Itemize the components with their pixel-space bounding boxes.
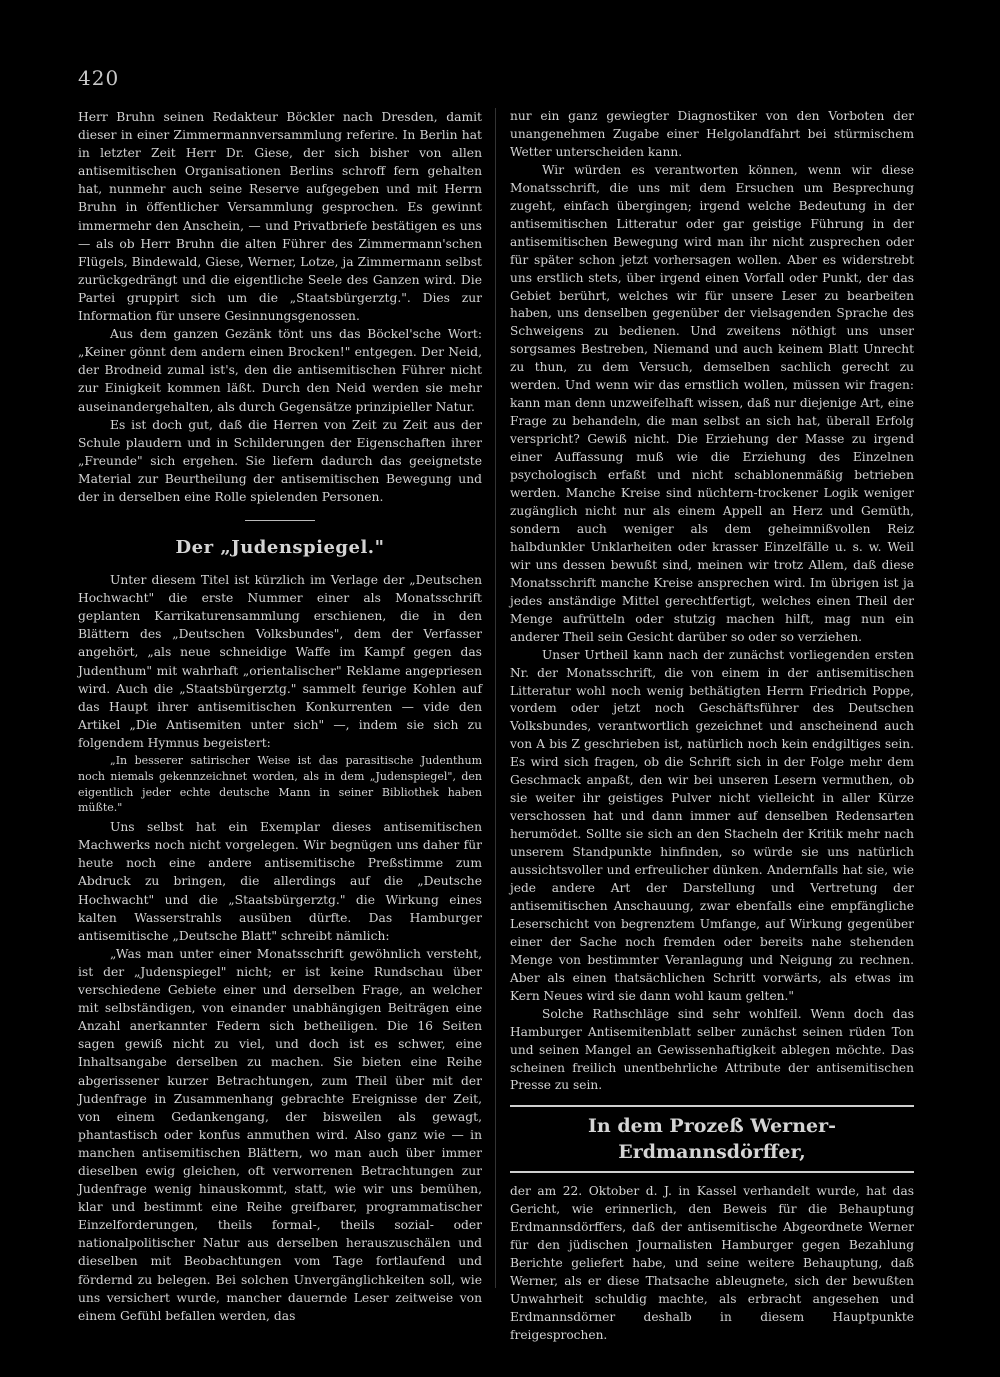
- paragraph: Aus dem ganzen Gezänk tönt uns das Böckel'sche Wort: „Keiner gönnt dem andern einen Brocken!" entgegen. Der Neid, der Brodneid zumal ist's, den die antisemitischen Führer nicht zur Einigkeit kommen läßt. Durch den Neid werden sie mehr auseinandergehalten, als durch Gegensätze prinzipieller Natur.: [78, 327, 482, 414]
- paragraph: Solche Rathschläge sind sehr wohlfeil. Wenn doch das Hamburger Antisemitenblatt selber zunächst seinen rüden Ton und seinen Mangel an Gewissenhaftigkeit ablegen möchte. Das scheinen freilich unentbehrliche Attribute der antisemitischen Presse zu sein.: [510, 1006, 914, 1093]
- right-column: [510, 108, 914, 1345]
- column-divider: [495, 108, 496, 1288]
- paragraph: Herr Bruhn seinen Redakteur Böckler nach Dresden, damit dieser in einer Zimmermannversammlung referire. In Berlin hat in letzter Zeit Herr Dr. Giese, der sich bisher von allen antisemitischen Organisationen Berlins schroff fern gehalten hat, nunmehr auch seine Reserve aufgegeben und mit Herrn Bruhn in öffentlicher Versammlung gesprochen. Es gewinnt immermehr den Anschein, — und Privatbriefe bestätigen es uns — als ob Herr Bruhn die alten Führer des Zimmermann'schen Flügels, Bindewald, Giese, Werner, Lotze, ja Zimmermann selbst zurückgedrängt und die eigentliche Seele des Ganzen wird. Die Partei gruppirt sich um die „Staatsbürgerztg.". Dies zur Information für unsere Gesinnungsgenossen.: [78, 110, 482, 324]
- paragraph: Unser Urtheil kann nach der zunächst vorliegenden ersten Nr. der Monatsschrift, die von einem in der antisemitischen Litteratur wohl noch wenig bethätigten Herrn Friedrich Poppe, vordem oder jetzt noch Geschäftsführer des Deutschen Volksbundes, verantwortlich gezeichnet und anscheinend auch von A bis Z geschrieben ist, natürlich noch kein endgiltiges sein. Es wird sich fragen, ob die Schrift sich in der Folge mehr dem Geschmack anpaßt, den wir bei unseren Lesern vermuthen, ob sie weiter ihr geistiges Pulver nicht vielleicht in aller Kürze verschossen hat und dann immer auf denselben Redensarten herumödet. Sollte sie sich an den Stacheln der Kritik mehr nach unserem Standpunkte hinfinden, so würde sie uns natürlich aussichtsvoller und erfreulicher dünken. Andernfalls hat sie, wie jede andere Art der Darstellung und Vertretung der antisemitischen Anschauung, zwar ebenfalls eine empfängliche Leserschicht von begrenztem Umfange, auf Wirkung gegenüber einer der Sache noch fremden oder bereits nahe stehenden Menge von bestimmter Veranlagung und Neigung zu rechnen. Aber als einen thatsächlichen Schritt vorwärts, als etwas im Kern Neues wird sie dann wohl kaum gelten.": [510, 647, 914, 1003]
- block-quote: „In besserer satirischer Weise ist das parasitische Judenthum noch niemals gekennzeichnet worden, als in dem „Judenspiegel", den eigentlich jeder echte deutsche Mann in seiner Bibliothek haben müßte.": [78, 754, 482, 815]
- article-heading: Der „Judenspiegel.": [175, 537, 385, 559]
- paragraph: der am 22. Oktober d. J. in Kassel verhandelt wurde, hat das Gericht, wie erinnerlich, den Beweis für die Behauptung Erdmannsdörffers, daß der antisemitische Abgeordnete Werner für den jüdischen Journalisten Hamburger gegen Bezahlung Berichte geliefert habe, und seine weitere Behauptung, daß Werner, als er diese Thatsache ableugnete, sich der bewußten Unwahrheit schuldig machte, als erbracht angesehen und Erdmannsdörner deshalb in diesem Hauptpunkte freigesprochen.: [510, 1184, 914, 1343]
- paragraph: Unter diesem Titel ist kürzlich im Verlage der „Deutschen Hochwacht" die erste Nummer einer als Monatsschrift geplanten Karrikaturensammlung erschienen, die in den Blättern des „Deutschen Volksbundes", dem der Verfasser angehört, „als neue schneidige Waffe im Kampf gegen das Judenthum" mit wahrhaft „orientalischer" Reklame angepriesen wird. Auch die „Staatsbürgerztg." sammelt feurige Kohlen auf das Haupt ihrer antisemitischen Konkurrenten — vide den Artikel „Die Antisemiten unter sich" —, indem sie sich zu folgendem Hymnus begeistert:: [78, 573, 482, 750]
- paragraph: Es ist doch gut, daß die Herren von Zeit zu Zeit aus der Schule plaudern und in Schilderungen der Eigenschaften ihrer „Freunde" sich ergehen. Sie liefern dadurch das geeignetste Material zur Beurtheilung der antisemitischen Bewegung und der in derselben eine Rolle spielenden Personen.: [78, 417, 482, 504]
- paragraph: Wir würden es verantworten können, wenn wir diese Monatsschrift, die uns mit dem Ersuchen um Besprechung zugeht, einfach übergingen; irgend welche Bedeutung in der antisemitischen Litteratur oder gar geistige Führung in der antisemitischen Bewegung wird man ihr nicht zusprechen oder für später schon jetzt vorhersagen wollen. Aber es widerstrebt uns erstlich stets, über irgend einen Vorfall oder Punkt, der das Gebiet berührt, welches wir für unsere Leser zu bearbeiten haben, uns denselben gegenüber der vielsagenden Sprache des Schweigens zu bedienen. Und zweitens nöthigt uns unser sorgsames Bestreben, Niemand und auch keinem Blatt Unrecht zu thun, zu dem Versuch, demselben sachlich gerecht zu werden. Und wenn wir das ernstlich wollen, müssen wir fragen: kann man denn unzweifelhaft wissen, daß nur diejenige Art, eine Frage zu behandeln, die man selbst an sich hat, überall Erfolg verspricht? Gewiß nicht. Die Erziehung der Masse zu irgend einer Auffassung muß wie die Erziehung des Einzelnen psychologisch erfaßt und nicht schablonenmäßig betrieben werden. Manche Kreise sind nüchtern-trockener Logik weniger zugänglich nicht nur als einem Appell an Herz und Gemüth, sondern auch weniger als dem geheimnißvollen Reiz halbdunkler Unklarheiten oder krasser Einzelfälle u. s. w. Weil wir uns dessen bewußt sind, meinen wir trotz Allem, daß diese Monatsschrift manche Kreise ansprechen wird. Im übrigen ist ja jedes anständige Mittel gerechtfertigt, welches einen Theil der Menge aufrütteln oder stutzig machen hilft, mag nun ein anderer Theil sein Gesicht darüber so oder so verziehen.: [510, 162, 914, 644]
- heading-box: [510, 1105, 914, 1173]
- article-heading: In dem Prozeß Werner-Erdmannsdörffer,: [588, 1115, 836, 1164]
- section-divider: [245, 520, 315, 521]
- left-column: [78, 108, 482, 1325]
- paragraph: „Was man unter einer Monatsschrift gewöhnlich versteht, ist der „Judenspiegel" nicht; er ist keine Rundschau über verschiedene Gebiete einer und derselben Frage, an welcher mit selbständigen, von einander unabhängigen Beiträgen eine Anzahl anerkannter Federn sich betheiligen. Die 16 Seiten sagen gewiß nicht zu viel, und doch ist es schwer, eine Inhaltsangabe derselben zu machen. Sie bieten eine Reihe abgerissener kurzer Betrachtungen, zum Theil über mit der Judenfrage in Zusammenhang gebrachte Ereignisse der Zeit, von einem Gedankengang, der bisweilen als gewagt, phantastisch oder konfus anmuthen wird. Also ganz wie — in manchen antisemitischen Blättern, wo man auch über immer dieselben ewig gleichen, oft verworrenen Betrachtungen zur Judenfrage wenig hinauskommt, statt, wie wir uns bemühen, klar und bestimmt eine Reihe greifbarer, programmatischer Einzelforderungen, theils formal-, theils sozial- oder nationalpolitischer Natur aus derselben herauszuschälen und dieselben mit Beobachtungen vom Tage fortlaufend und fördernd zu belegen. Bei solchen Unvergänglichkeiten soll, wie uns versichert wurde, mancher dauernde Leser zeitweise von einem Gefühl befallen werden, das: [78, 946, 482, 1323]
- page-number: 420: [78, 66, 120, 90]
- paragraph: Uns selbst hat ein Exemplar dieses antisemitischen Machwerks noch nicht vorgelegen. Wir begnügen uns daher für heute noch eine andere antisemitische Preßstimme zum Abdruck zu bringen, die allerdings auf die „Deutsche Hochwacht" und die „Staatsbürgerztg." die Wirkung eines kalten Wasserstrahls ausüben dürfte. Das Hamburger antisemitische „Deutsche Blatt" schreibt nämlich:: [78, 820, 482, 943]
- paragraph: nur ein ganz gewiegter Diagnostiker von den Vorboten der unangenehmen Zugabe einer Helgolandfahrt bei stürmischem Wetter unterscheiden kann.: [510, 109, 914, 159]
